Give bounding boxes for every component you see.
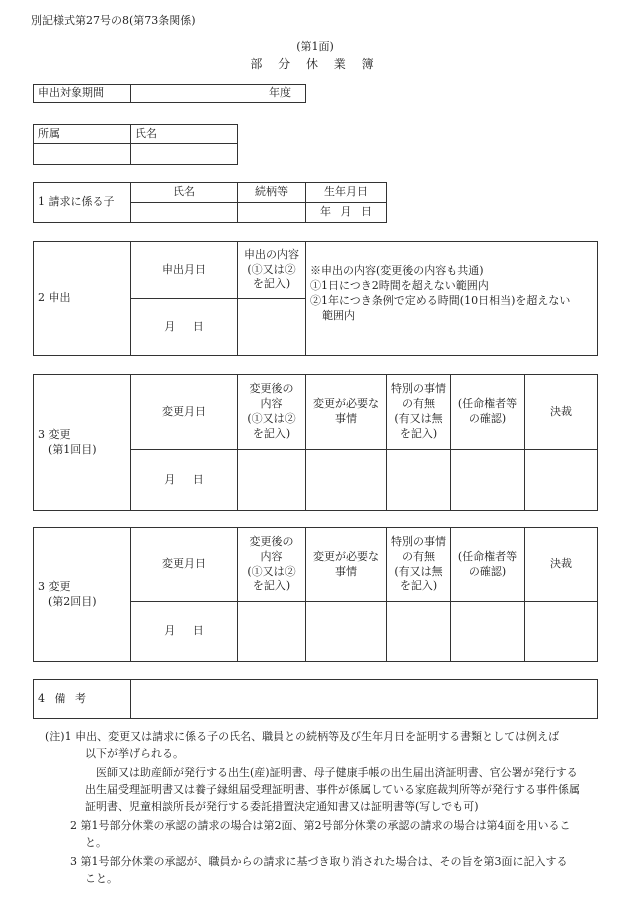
note-line: と。 xyxy=(85,836,107,849)
change-2-special-header: 特別の事情 の有無 (有又は無 を記入) xyxy=(387,528,451,602)
child-table xyxy=(33,182,387,223)
note-line: こと。 xyxy=(85,872,118,885)
period-label: 申出対象期間 xyxy=(34,85,131,103)
note-line: 証明書、児童相談所長が発行する委託措置決定通知書又は証明書等(写しでも可) xyxy=(85,800,479,813)
change-2-date-header: 変更月日 xyxy=(131,528,238,602)
remarks-table xyxy=(33,679,598,719)
change-2-content-header: 変更後の 内容 (①又は② を記入) xyxy=(238,528,306,602)
request-table xyxy=(33,241,598,356)
note-line: 2 第1号部分休業の承認の請求の場合は第2面、第2号部分休業の承認の請求の場合は第4面を用いるこ xyxy=(70,819,571,832)
change-1-content-input[interactable] xyxy=(238,450,306,511)
note-line: 以下が挙げられる。 xyxy=(85,747,184,760)
request-date-header: 申出月日 xyxy=(131,242,238,299)
child-birth-input[interactable] xyxy=(306,203,387,223)
change-1-decision-header: 決裁 xyxy=(525,375,598,450)
period-table xyxy=(33,84,306,103)
child-name-input[interactable] xyxy=(131,203,238,223)
child-section-label: 1 請求に係る子 xyxy=(34,183,131,223)
name-label: 氏名 xyxy=(131,125,238,144)
form-reference: 別記様式第27号の8(第73条関係) xyxy=(31,14,196,27)
date-placeholder: 月 日 xyxy=(164,319,204,333)
child-name-header: 氏名 xyxy=(131,183,238,203)
change-2-confirm-header: (任命権者等 の確認) xyxy=(451,528,525,602)
change-2-table xyxy=(33,527,598,662)
change-1-reason-input[interactable] xyxy=(306,450,387,511)
change-2-date-input[interactable] xyxy=(131,602,238,662)
request-section-label: 2 申出 xyxy=(34,242,131,356)
remarks-input[interactable] xyxy=(131,680,598,719)
change-1-confirm-input[interactable] xyxy=(451,450,525,511)
page-title: 部 分 休 業 簿 xyxy=(250,57,380,71)
change-2-decision-input[interactable] xyxy=(525,602,598,662)
change-1-section-label: 3 変更 (第1回目) xyxy=(34,375,131,511)
request-content-input[interactable] xyxy=(238,299,306,356)
dept-input[interactable] xyxy=(34,144,131,165)
date-placeholder: 月 日 xyxy=(164,472,204,486)
change-1-date-input[interactable] xyxy=(131,450,238,511)
page-label: (第1面) xyxy=(296,40,334,53)
child-relation-input[interactable] xyxy=(238,203,306,223)
change-1-confirm-header: (任命権者等 の確認) xyxy=(451,375,525,450)
change-2-special-input[interactable] xyxy=(387,602,451,662)
period-suffix: 年度 xyxy=(269,86,291,100)
note-line: (注)1 申出、変更又は請求に係る子の氏名、職員との続柄等及び生年月日を証明する書類としては例えば xyxy=(45,730,560,743)
change-2-reason-header: 変更が必要な 事情 xyxy=(306,528,387,602)
note-line: 出生届受理証明書又は養子縁組届受理証明書、事件が係属している家庭裁判所等が発行する事件係属 xyxy=(85,783,580,796)
change-1-date-header: 変更月日 xyxy=(131,375,238,450)
change-1-reason-header: 変更が必要な 事情 xyxy=(306,375,387,450)
change-2-content-input[interactable] xyxy=(238,602,306,662)
change-1-special-header: 特別の事情 の有無 (有又は無 を記入) xyxy=(387,375,451,450)
birth-placeholder: 年 月 日 xyxy=(320,205,372,219)
name-input[interactable] xyxy=(131,144,238,165)
change-1-special-input[interactable] xyxy=(387,450,451,511)
dept-label: 所属 xyxy=(34,125,131,144)
request-content-header: 申出の内容 (①又は② を記入) xyxy=(238,242,306,299)
change-1-decision-input[interactable] xyxy=(525,450,598,511)
change-2-decision-header: 決裁 xyxy=(525,528,598,602)
child-birth-header: 生年月日 xyxy=(306,183,387,203)
change-1-content-header: 変更後の 内容 (①又は② を記入) xyxy=(238,375,306,450)
note-line: 3 第1号部分休業の承認が、職員からの請求に基づき取り消された場合は、その旨を第3面に記入する xyxy=(70,855,568,868)
remarks-label: 4 備 考 xyxy=(34,680,131,719)
date-placeholder: 月 日 xyxy=(164,624,204,638)
change-2-section-label: 3 変更 (第2回目) xyxy=(34,528,131,662)
note-line: 医師又は助産師が発行する出生(産)証明書、母子健康手帳の出生届出済証明書、官公署が発行する xyxy=(96,766,578,779)
change-1-table xyxy=(33,374,598,511)
period-input[interactable] xyxy=(131,85,306,103)
change-2-confirm-input[interactable] xyxy=(451,602,525,662)
child-relation-header: 続柄等 xyxy=(238,183,306,203)
request-date-input[interactable] xyxy=(131,299,238,356)
affiliation-table xyxy=(33,124,238,165)
request-content-note: ※申出の内容(変更後の内容も共通) ①1日につき2時間を超えない範囲内 ②1年につき条例で定める時間(10日相当)を超えない 範囲内 xyxy=(306,242,598,356)
change-2-reason-input[interactable] xyxy=(306,602,387,662)
